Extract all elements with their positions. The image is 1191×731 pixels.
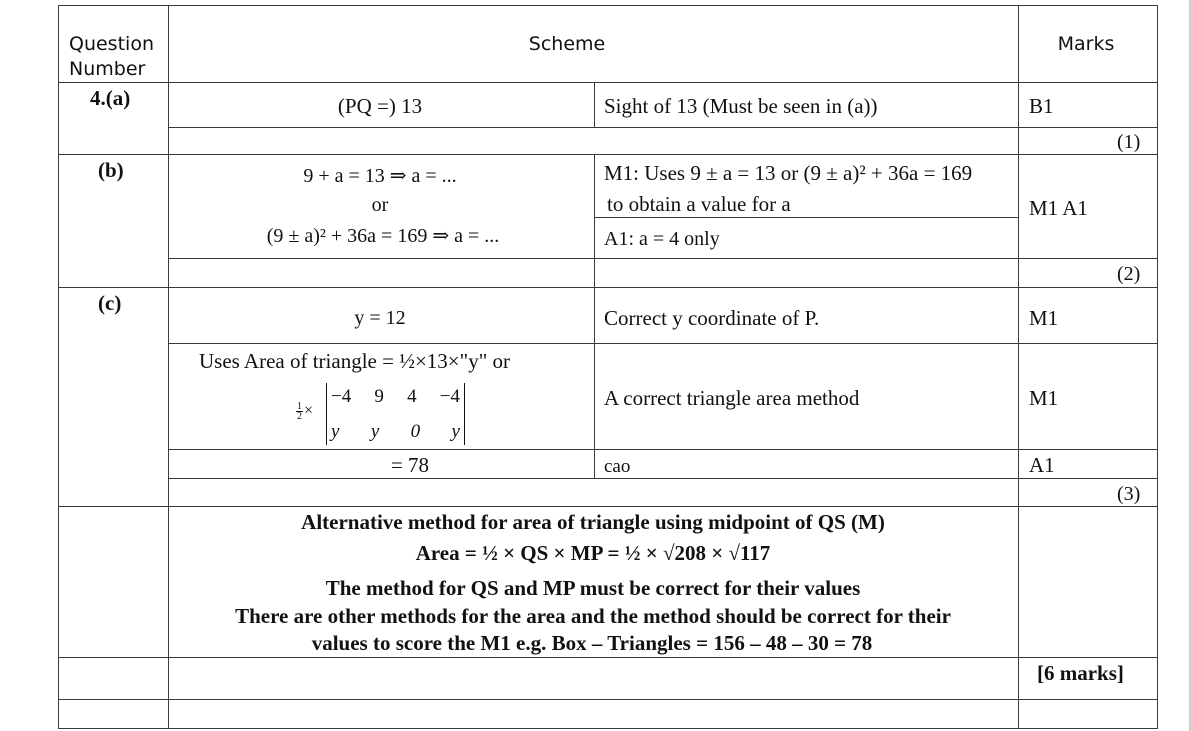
half-fraction: $\frac{1}{2}$ × [297,401,314,422]
matrix-cell: 4 [407,386,417,407]
part-b-scheme-line-2: (9 ± a)² + 36a = 169 ⇒ a = ... [266,225,500,247]
part-c-row1-marks: M1 [1029,306,1059,330]
part-c-row2-scheme: Uses Area of triangle = ½×13×"y" or [199,349,511,373]
grid-line [58,5,1158,6]
part-b-note-a1: A1: a = 4 only [604,228,720,250]
matrix-cell: y [451,421,460,442]
part-b-scheme-line-1: 9 + a = 13 ⇒ a = ... [303,165,457,187]
part-c-total: (3) [1117,483,1141,505]
part-c-row2-note: A correct triangle area method [604,386,860,410]
grid-line [169,343,1158,344]
scheme-header: Scheme [528,33,606,55]
question-number-4a: 4.(a) [90,86,131,110]
question-number-header-line-2: Number [69,58,146,80]
question-number-header-line-1: Question [69,33,154,55]
part-b-note-m1-line-1: M1: Uses 9 ± a = 13 or (9 ± a)² + 36a = 169 [604,161,973,185]
matrix-cell: −4 [439,386,460,407]
grid-line [58,506,1158,507]
part-c-row3-marks: A1 [1029,453,1055,477]
grid-line [169,478,1158,479]
total-marks: [6 marks] [1037,661,1124,685]
grid-line [169,127,1158,128]
grid-line [58,699,1158,700]
grid-line [58,657,1158,658]
grid-line [58,287,1158,288]
part-b-label: (b) [98,158,124,182]
grid-line [169,258,1158,259]
matrix-cell: −4 [331,386,352,407]
grid-line [169,449,1158,450]
matrix-cell: y [331,421,340,442]
half-fraction-symbol: $\frac{1}{2}$ [297,401,302,422]
grid-line [1157,5,1158,729]
grid-line [58,5,59,729]
part-b-scheme-or: or [371,194,389,216]
marks-header: Marks [1057,33,1115,55]
matrix-bottom-row [327,421,464,443]
grid-line [168,5,169,729]
part-b-total: (2) [1117,263,1141,285]
alternative-line-1: Alternative method for area of triangle using midpoint of QS (M) [301,510,885,534]
part-a-total: (1) [1117,131,1141,153]
alternative-line-2: Area = ½ × QS × MP = ½ × √208 × √117 [415,541,771,565]
part-b-note-m1-line-2: to obtain a value for a [607,192,791,216]
grid-line [58,154,1158,155]
part-c-row1-note: Correct y coordinate of P. [604,306,820,330]
alternative-line-4: There are other methods for the area and the method should be correct for their [235,604,951,628]
part-c-row1-scheme: y = 12 [354,307,406,329]
part-a-scheme: (PQ =) 13 [337,94,423,118]
grid-line [58,82,1158,83]
grid-line [594,82,595,128]
part-c-label: (c) [98,291,122,315]
alternative-line-3: The method for QS and MP must be correct for their values [325,576,861,600]
matrix-cell: 0 [410,421,421,442]
determinant-matrix [326,383,465,445]
part-c-row3-note: cao [604,456,631,477]
part-c-row3-scheme: = 78 [390,453,430,477]
grid-line [594,154,595,288]
grid-line [594,287,595,478]
matrix-cell: 9 [374,386,384,407]
grid-line [1018,5,1019,729]
part-a-note: Sight of 13 (Must be seen in (a)) [604,94,878,118]
part-c-row2-marks: M1 [1029,386,1059,410]
grid-line [58,728,1158,729]
alternative-line-5: values to score the M1 e.g. Box – Triangles = 156 – 48 – 30 = 78 [311,631,873,655]
matrix-cell: y [370,421,380,442]
part-b-marks: M1 A1 [1029,196,1088,220]
grid-line [594,217,1019,218]
matrix-top-row [327,386,464,408]
part-a-marks: B1 [1029,94,1054,118]
